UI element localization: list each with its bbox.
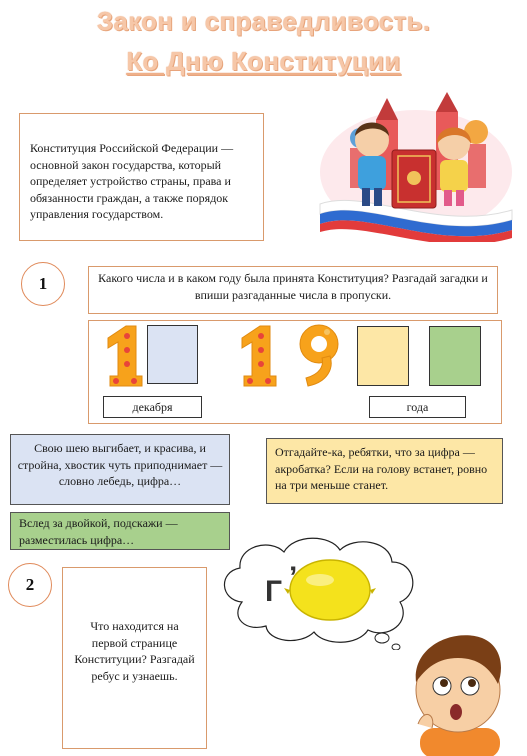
year-digit-slot-4[interactable] [429,326,481,386]
intro-text: Конституция Российской Федерации — основной закон государства, который определяет устройство страны, права и обязанности граждан, а также порядок управления государством. [30,141,234,222]
riddle-after-two [10,512,230,550]
kids-constitution-illustration [316,92,516,242]
rebus-letter: Г [265,575,283,608]
riddle-swan [10,434,230,505]
riddle-acrobat-text: Отгадайте-ка, ребятки, что за цифра — акробатка? Если на голову встанет, ровно на три меньше станет. [275,445,488,493]
rebus-apostrophe: ’ [289,561,298,594]
year-digit-slot-3[interactable] [357,326,409,386]
digit-nine-icon [294,322,344,388]
thinking-boy-illustration [398,628,518,756]
digit-one-icon [100,324,144,388]
page-title: Закон и справедливость. [96,6,431,36]
riddle-acrobat [266,438,503,504]
task-2-question: Что находится на первой странице Конституции? Разгадай ребус и узнаешь. [74,619,195,683]
digit-one-second-icon [234,324,278,388]
task-2-number: 2 [8,563,52,607]
riddle-after-two-text: Вслед за двойкой, подскажи — разместилась цифра… [19,516,178,547]
task-2-question-box [62,567,207,749]
label-year: года [369,396,466,418]
intro-box [19,113,264,241]
day-digit-slot[interactable] [147,325,198,384]
label-december: декабря [103,396,202,418]
task-1-question: Какого числа и в каком году была принята Конституция? Разгадай загадки и впиши разгаданные числа в пропуски. [98,271,488,302]
page-subtitle: Ко Дню Конституции [126,46,401,76]
task-1-question-box [88,266,498,314]
riddle-swan-text: Свою шею выгибает, и красива, и стройна, хвостик чуть приподнимает — словно лебедь, цифра… [17,441,223,489]
task-1-number: 1 [21,262,65,306]
thought-cloud-rebus [212,532,424,650]
